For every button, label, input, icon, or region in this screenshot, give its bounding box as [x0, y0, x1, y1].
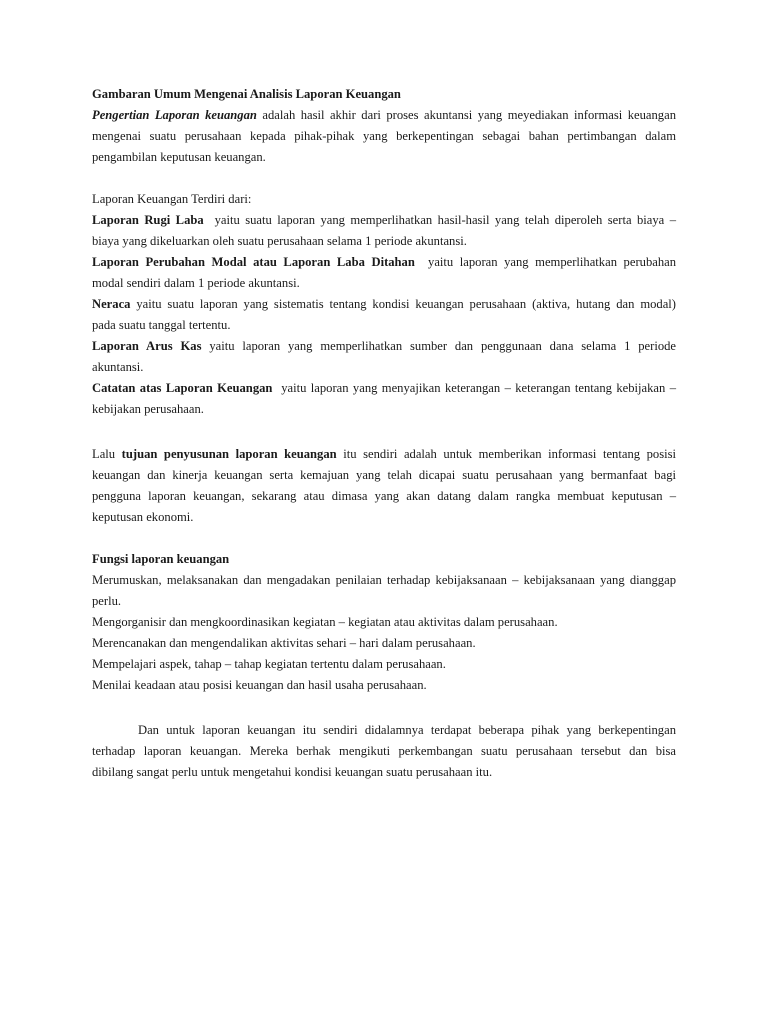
component-term: Laporan Arus Kas [92, 339, 202, 353]
component-perubahan-modal [92, 252, 676, 294]
component-text-continued: modal sendiri dalam 1 periode akuntansi. [92, 276, 300, 290]
function-item: Menilai keadaan atau posisi keuangan dan hasil usaha perusahaan. [92, 678, 427, 692]
intro-line-3: pengambilan keputusan keuangan. [92, 150, 266, 164]
function-item: Merencanakan dan mengendalikan aktivitas sehari – hari dalam perusahaan. [92, 636, 476, 650]
intro-line-1-text: adalah hasil akhir dari proses akuntansi yang meyediakan informasi keuangan [262, 108, 676, 122]
component-text: yaitu laporan yang menyajikan keterangan – keterangan tentang kebijakan – [281, 381, 676, 395]
intro-paragraph [92, 105, 676, 168]
function-item-line-1: Merumuskan, melaksanakan dan mengadakan penilaian terhadap kebijaksanaan – kebijaksanaan yang dianggap [92, 573, 676, 587]
component-term: Neraca [92, 297, 131, 311]
component-rugi-laba [92, 210, 676, 252]
component-text: yaitu laporan yang memperlihatkan sumber dan penggunaan dana selama 1 periode [209, 339, 677, 353]
purpose-pre: Lalu [92, 447, 116, 461]
purpose-paragraph [92, 444, 676, 528]
component-term: Catatan atas Laporan Keuangan [92, 381, 273, 395]
component-text-continued: biaya yang dikeluarkan oleh suatu perusahaan selama 1 periode akuntansi. [92, 234, 467, 248]
function-item-line-2: perlu. [92, 594, 122, 608]
purpose-line-2: keuangan dan kinerja keuangan serta kemajuan yang telah dicapai suatu perusahaan yang bermanfaat bagi [92, 468, 676, 482]
functions-heading: Fungsi laporan keuangan [92, 552, 230, 566]
component-arus-kas [92, 336, 676, 378]
purpose-line-4: keputusan ekonomi. [92, 510, 194, 524]
purpose-line-3: pengguna laporan keuangan, sekarang atau dimasa yang akan datang dalam rangka membuat keputusan – [92, 489, 676, 503]
component-text: yaitu laporan yang memperlihatkan perubahan [428, 255, 677, 269]
component-text-continued: kebijakan perusahaan. [92, 402, 204, 416]
function-item: Mengorganisir dan mengkoordinasikan kegiatan – kegiatan atau aktivitas dalam perusahaan. [92, 615, 558, 629]
document-page [92, 84, 676, 783]
closing-line-1: Dan untuk laporan keuangan itu sendiri didalamnya terdapat beberapa pihak yang berkepentingan [138, 723, 676, 737]
component-term: Laporan Perubahan Modal atau Laporan Laba Ditahan [92, 255, 415, 269]
intro-line-2: mengenai suatu perusahaan kepada pihak-pihak yang berkepentingan sebagai bahan pertimbangan dalam [92, 129, 676, 143]
component-text-continued: akuntansi. [92, 360, 144, 374]
component-term: Laporan Rugi Laba [92, 213, 204, 227]
component-catatan [92, 378, 676, 420]
component-text-continued: pada suatu tanggal tertentu. [92, 318, 231, 332]
intro-term: Pengertian Laporan keuangan [92, 108, 257, 122]
components-heading: Laporan Keuangan Terdiri dari: [92, 192, 252, 206]
document-title: Gambaran Umum Mengenai Analisis Laporan Keuangan [92, 87, 401, 101]
closing-paragraph [92, 720, 676, 783]
component-text: yaitu suatu laporan yang sistematis tentang kondisi keuangan perusahaan (aktiva, hutang dan modal) [136, 297, 676, 311]
component-neraca [92, 294, 676, 336]
purpose-line-1-text: itu sendiri adalah untuk memberikan informasi tentang posisi [343, 447, 676, 461]
function-item [92, 570, 676, 612]
purpose-term: tujuan penyusunan laporan keuangan [121, 447, 337, 461]
function-item: Mempelajari aspek, tahap – tahap kegiatan tertentu dalam perusahaan. [92, 657, 446, 671]
closing-line-3: dibilang sangat perlu untuk mengetahui kondisi keuangan suatu perusahaan itu. [92, 765, 493, 779]
closing-line-2: terhadap laporan keuangan. Mereka berhak mengikuti perkembangan suatu perusahaan tersebut dan bisa [92, 744, 676, 758]
component-text: yaitu suatu laporan yang memperlihatkan hasil-hasil yang telah diperoleh serta biaya – [214, 213, 677, 227]
intro-line-1 [92, 105, 676, 126]
